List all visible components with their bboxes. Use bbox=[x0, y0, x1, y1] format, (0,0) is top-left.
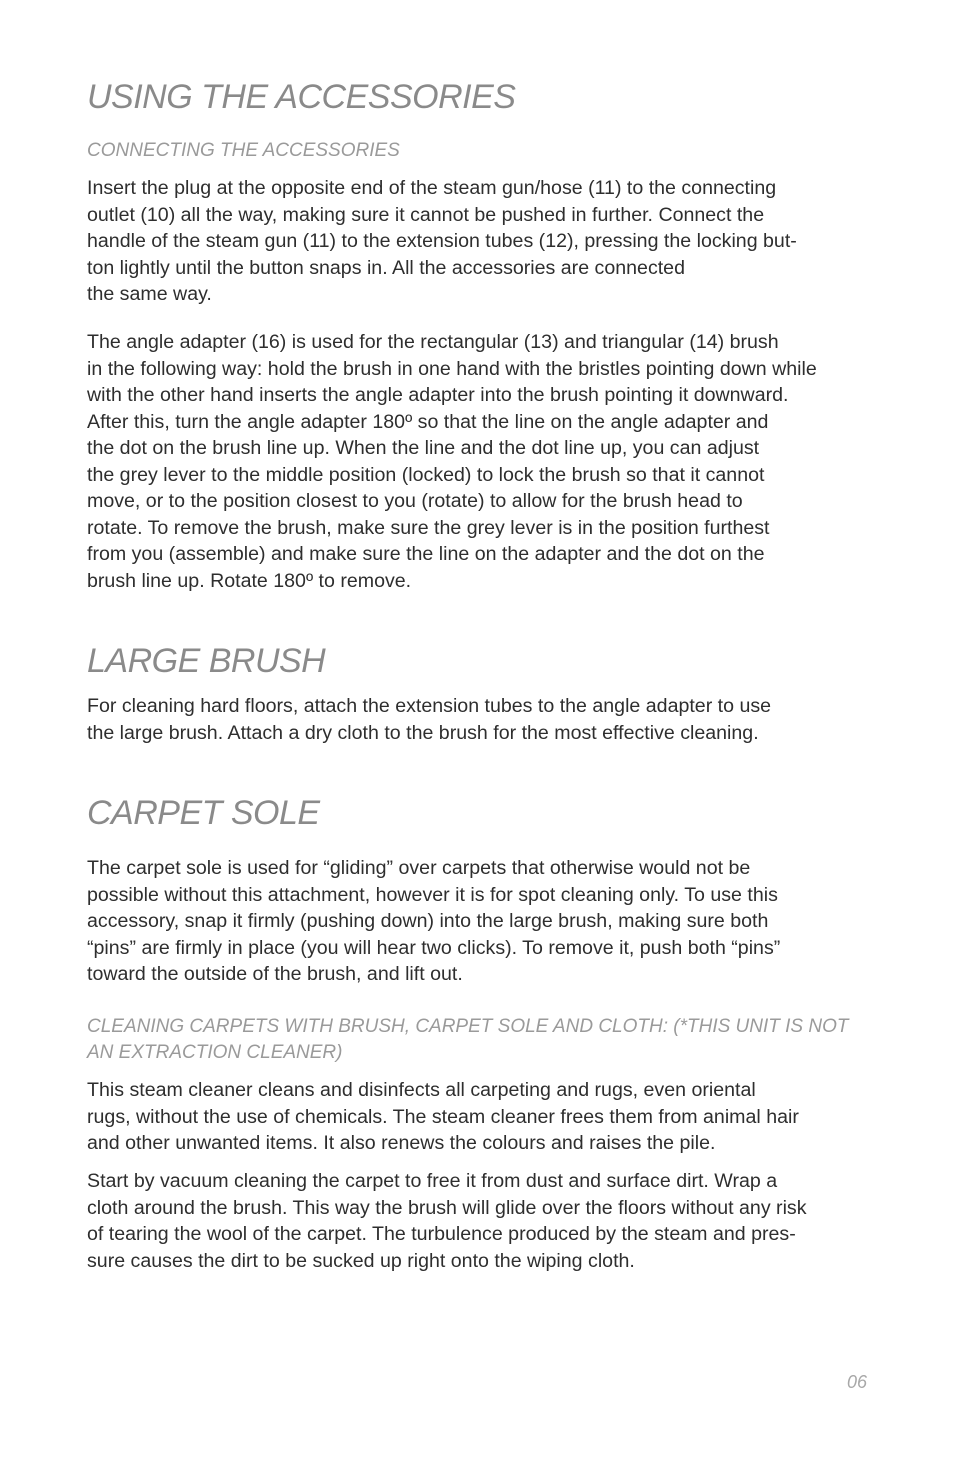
text-line: the same way. bbox=[87, 283, 212, 305]
text-line: The carpet sole is used for “gliding” over carpets that otherwise would not be bbox=[87, 857, 751, 879]
text-line: sure causes the dirt to be sucked up right onto the wiping cloth. bbox=[87, 1249, 635, 1272]
text-line: the dot on the brush line up. When the line and the dot line up, you can adjust bbox=[87, 437, 760, 459]
text-line: in the following way: hold the brush in one hand with the bristles pointing down while bbox=[87, 357, 817, 380]
subheading-line: AN EXTRACTION CLEANER) bbox=[87, 1042, 343, 1063]
text-line: and other unwanted items. It also renews the colours and raises the pile. bbox=[87, 1132, 716, 1154]
text-line: After this, turn the angle adapter 180º so that the line on the angle adapter and bbox=[87, 410, 769, 433]
text-line: move, or to the position closest to you (rotate) to allow for the brush head to bbox=[87, 490, 743, 512]
text-line: The angle adapter (16) is used for the rectangular (13) and triangular (14) brush bbox=[87, 331, 779, 353]
subheading-cleaning-carpets bbox=[87, 1014, 887, 1066]
text-line: the grey lever to the middle position (locked) to lock the brush so that it cannot bbox=[87, 463, 765, 486]
text-line: Insert the plug at the opposite end of the steam gun/hose (11) to the connecting bbox=[87, 177, 777, 199]
text-line: brush line up. Rotate 180º to remove. bbox=[87, 569, 412, 592]
text-line: outlet (10) all the way, making sure it cannot be pushed in further. Connect the bbox=[87, 203, 765, 226]
text-line: rotate. To remove the brush, make sure the grey lever is in the position furthest bbox=[87, 516, 770, 539]
text-line: cloth around the brush. This way the brush will glide over the floors without any risk bbox=[87, 1196, 807, 1219]
heading-carpet-sole: CARPET SOLE bbox=[87, 794, 320, 832]
text-line: possible without this attachment, however it is for spot cleaning only. To use this bbox=[87, 883, 778, 906]
page-number: 06 bbox=[846, 1372, 867, 1392]
text-line: with the other hand inserts the angle adapter into the brush pointing it downward. bbox=[87, 384, 789, 406]
paragraph-angle-adapter bbox=[87, 329, 887, 594]
text-line: of tearing the wool of the carpet. The turbulence produced by the steam and pres- bbox=[87, 1223, 796, 1245]
subheading-connecting-accessories: CONNECTING THE ACCESSORIES bbox=[87, 140, 400, 161]
subheading-line: CLEANING CARPETS WITH BRUSH, CARPET SOLE AND CLOTH: (*THIS UNIT IS NOT bbox=[87, 1016, 849, 1037]
text-line: accessory, snap it firmly (pushing down) into the large brush, making sure both bbox=[87, 910, 769, 932]
text-line: For cleaning hard floors, attach the extension tubes to the angle adapter to use bbox=[87, 695, 772, 717]
text-line: toward the outside of the brush, and lift out. bbox=[87, 963, 463, 985]
text-line: rugs, without the use of chemicals. The steam cleaner frees them from animal hair bbox=[87, 1105, 799, 1128]
paragraph-steam-cleaner bbox=[87, 1077, 887, 1157]
text-line: Start by vacuum cleaning the carpet to free it from dust and surface dirt. Wrap a bbox=[87, 1170, 778, 1192]
text-line: This steam cleaner cleans and disinfects all carpeting and rugs, even oriental bbox=[87, 1079, 756, 1101]
text-line: from you (assemble) and make sure the line on the adapter and the dot on the bbox=[87, 543, 765, 565]
paragraph-connecting bbox=[87, 175, 887, 308]
text-line: handle of the steam gun (11) to the extension tubes (12), pressing the locking but- bbox=[87, 230, 797, 252]
paragraph-carpet-sole bbox=[87, 855, 887, 988]
text-line: “pins” are firmly in place (you will hear two clicks). To remove it, push both “pins” bbox=[87, 936, 781, 959]
paragraph-vacuum-first bbox=[87, 1168, 887, 1274]
heading-large-brush: LARGE BRUSH bbox=[87, 642, 326, 680]
text-line: the large brush. Attach a dry cloth to the brush for the most effective cleaning. bbox=[87, 721, 759, 744]
paragraph-large-brush bbox=[87, 693, 887, 746]
text-line: ton lightly until the button snaps in. All the accessories are connected bbox=[87, 256, 685, 279]
heading-using-accessories: USING THE ACCESSORIES bbox=[87, 78, 516, 116]
